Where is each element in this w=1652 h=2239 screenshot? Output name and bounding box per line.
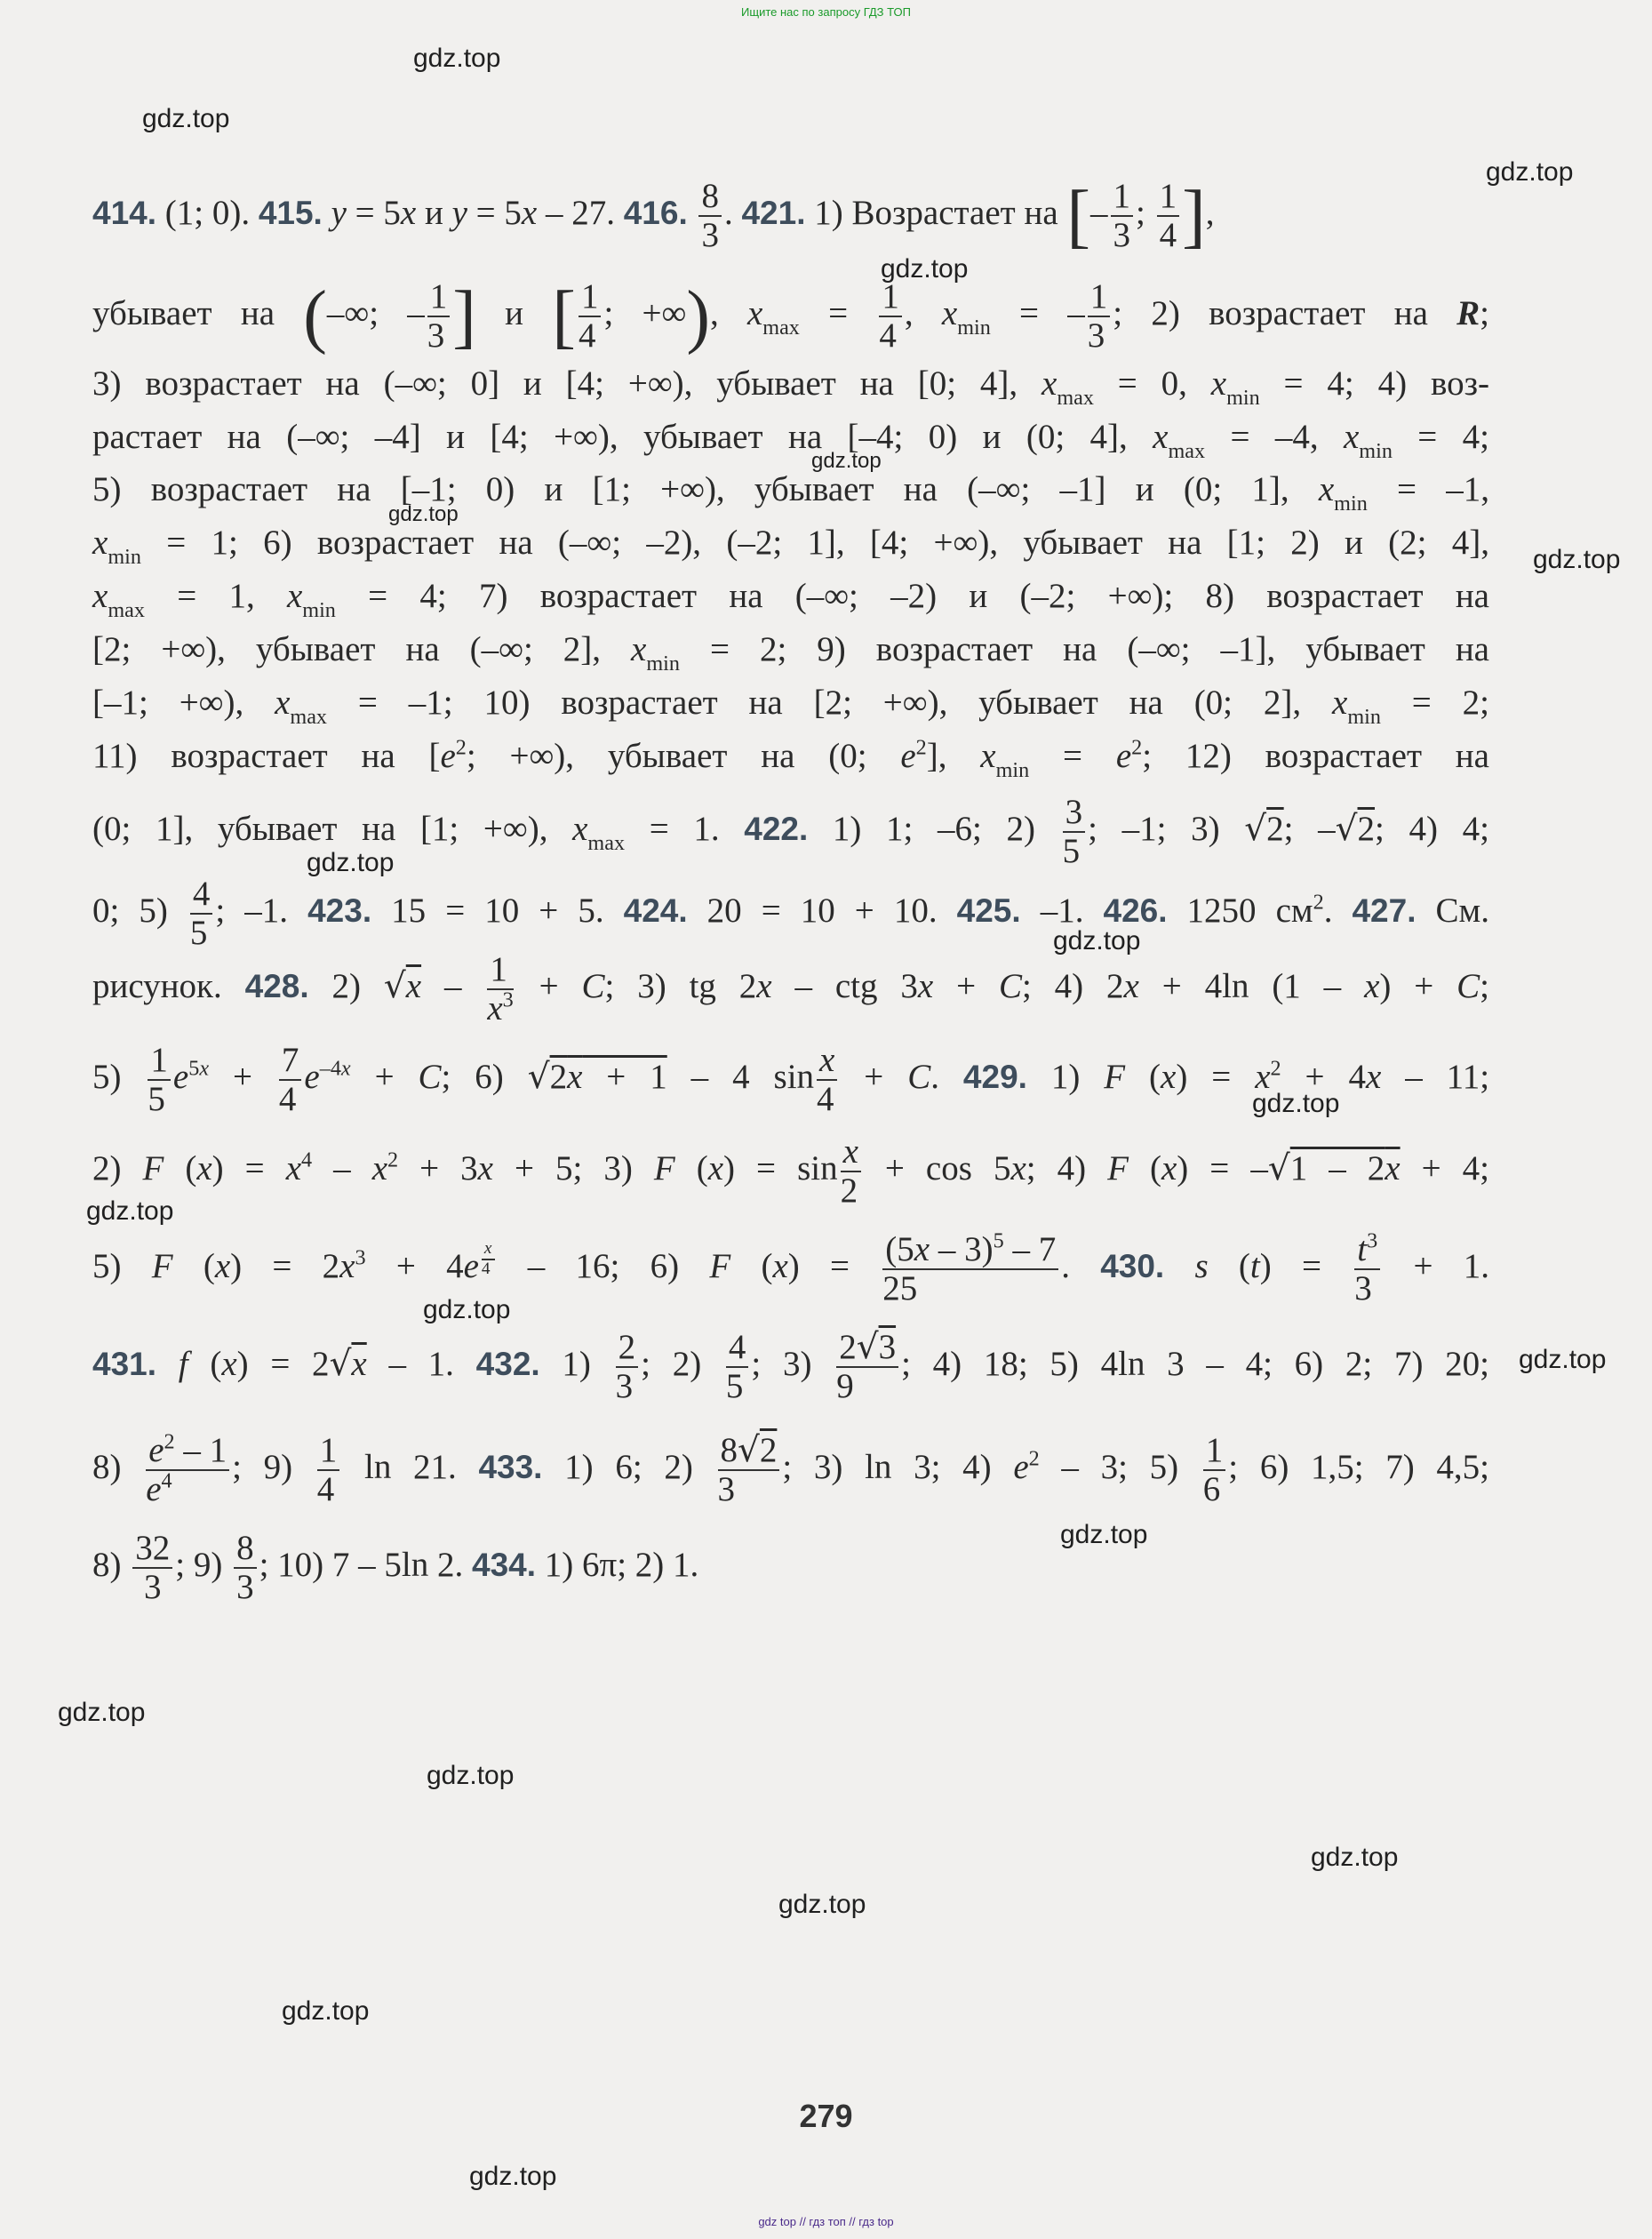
watermark: gdz.top	[811, 449, 882, 473]
answer-line-17: 431. f (x) = 2√x – 1. 432. 1) $\frac{2}{3}$ ; 2) $\frac{4}{5}$ ; 3) $\frac{2√3}{9}$ ; 4) 18; 5) 4ln 3 – 4; 6) 2; 7) 20;	[92, 1327, 1490, 1406]
problem-number: 433.	[478, 1449, 543, 1486]
problem-number: 426.	[1103, 892, 1168, 930]
watermark: gdz.top	[427, 1761, 515, 1790]
page-number: 279	[799, 2098, 853, 2134]
watermark: gdz.top	[142, 104, 230, 133]
answer-line-5: 5) возрастает на [–1; 0) и [1; +∞), убывает на (–∞; –1] и (0; 1], $x_{min} = -1$,	[92, 470, 1489, 516]
answer-line-18: 8) $\frac{e^2 - 1}{e^4}$ ; 9) $\frac{1}{4}$ ln 21. 433. 1) 6; 2) $\frac{8√2}{3}$ ; 3) ln 3; 4) $e^2 - 3$; 5) $\frac{1}{6}$ ; 6) 1,5; 7) 4,5;	[92, 1429, 1490, 1509]
watermark: gdz.top	[282, 1996, 370, 2026]
answer-line-14: 5) $\frac{1}{5}$ $e^{5x}$ + $\frac{7}{4}$ $e^{-4x} + C$; 6) √2x + 1 – 4 sin $\frac{x}{4}$ + C. 429. 1) F $(x) = x^2 + 4x - 11$;	[92, 1041, 1490, 1119]
problem-number: 414.	[92, 195, 157, 232]
answer-line-19: 8) $\frac{32}{3}$ ; 9) $\frac{8}{3}$ ; 10) 7 – 5ln 2. 434. 1) 6π; 2) 1.	[92, 1529, 699, 1607]
problem-number: 428.	[244, 968, 309, 1005]
problem-number: 427.	[1352, 892, 1417, 930]
answer-line-12: 0; 5) $\frac{4}{5}$ ; –1. 423. 15 = 10 + 5. 424. 20 = 10 + 10. 425. –1. 426. 1250 $см^2$. 427. См.	[92, 875, 1489, 953]
watermark: gdz.top	[1060, 1520, 1148, 1549]
watermark: gdz.top	[1486, 157, 1574, 187]
problem-number: 432.	[475, 1346, 540, 1383]
bottom-banner[interactable]: gdz top // гдз топ // гдз top	[758, 2215, 894, 2228]
answer-line-1: 414. (1; 0). 415. y = 5x и y = 5x – 27. 416. $\frac{8}{3}$ . 421. 1) Возрастает на [– $\frac{1}{3}$ ; $\frac{1}{4}$ ],	[92, 177, 1215, 256]
watermark: gdz.top	[1252, 1089, 1340, 1118]
answer-line-10: 11) возрастает на [$e^2$; +∞), убывает на (0; $e^2$], $x_{min} = e^2$; 12) возрастает на	[92, 735, 1489, 782]
problem-number: 425.	[956, 892, 1021, 930]
watermark: gdz.top	[1311, 1843, 1399, 1872]
answer-line-6: $x_{min} = 1$; 6) возрастает на (–∞; –2), (–2; 1], [4; +∞), убывает на [1; 2) и (2; 4],	[92, 524, 1489, 569]
problem-number: 421.	[741, 195, 806, 232]
answer-line-15: 2) F $(x) = x^4 - x^2 + 3x + 5$; 3) F (x) = sin $\frac{x}{2}$ + cos 5x; 4) F (x) = –√1 – 2x + 4;	[92, 1132, 1489, 1211]
answer-line-9: [–1; +∞), $x_{max} = -1$; 10) возрастает на [2; +∞), убывает на (0; 2], $x_{min} = 2$;	[92, 684, 1489, 729]
answer-line-7: $x_{max} = 1$, $x_{min} = 4$; 7) возрастает на (–∞; –2) и (–2; +∞); 8) возрастает на	[92, 577, 1489, 622]
problem-number: 430.	[1100, 1248, 1165, 1285]
watermark: gdz.top	[86, 1196, 174, 1226]
watermark: gdz.top	[881, 254, 969, 284]
answer-line-11: (0; 1], убывает на [1; +∞), $x_{max} = 1$. 422. 1) 1; –6; 2) $\frac{3}{5}$ ; –1; 3) √2; –√2; 4) 4;	[92, 793, 1489, 871]
answer-line-8: [2; +∞), убывает на (–∞; 2], $x_{min} = 2$; 9) возрастает на (–∞; –1], убывает на	[92, 630, 1489, 676]
watermark: gdz.top	[1053, 926, 1141, 956]
answer-line-13: рисунок. 428. 2) √x – $\frac{1}{x^3}$ + C; 3) tg 2x – ctg 3x + C; 4) 2x + 4ln (1 – x) + C;	[92, 950, 1489, 1028]
top-banner[interactable]: Ищите нас по запросу ГДЗ ТОП	[741, 5, 911, 19]
watermark: gdz.top	[413, 44, 501, 73]
problem-number: 434.	[472, 1547, 537, 1584]
problem-number: 431.	[92, 1346, 157, 1383]
watermark: gdz.top	[1519, 1345, 1607, 1374]
watermark: gdz.top	[778, 1890, 866, 1919]
answer-line-16: 5) F $(x) = 2x^3 + 4e$ $^{\frac{x}{4}}$ – 16; 6) F (x) = $\frac{(5x - 3)^5 - 7}{25}$ . 430. s (t) = $\frac{t^3}{3}$ + 1.	[92, 1228, 1489, 1308]
watermark: gdz.top	[469, 2162, 557, 2191]
problem-number: 429.	[962, 1059, 1027, 1096]
answer-line-3: 3) возрастает на (–∞; 0] и [4; +∞), убывает на [0; 4], $x_{max} = 0$, $x_{min} = 4$; 4) воз-	[92, 364, 1489, 410]
watermark: gdz.top	[307, 848, 395, 877]
watermark: gdz.top	[58, 1698, 146, 1727]
answer-line-4: растает на (–∞; –4] и [4; +∞), убывает на [–4; 0) и (0; 4], $x_{max} = -4$, $x_{min} = 4$;	[92, 418, 1489, 463]
problem-number: 424.	[623, 892, 688, 930]
answer-line-2: убывает на (–∞; – $\frac{1}{3}$ ] и [ $\frac{1}{4}$ ; +∞), $x_{max}$ = $\frac{1}{4}$ , $x_{min}$ = – $\frac{1}{3}$ ; 2) возрастает на R;	[92, 277, 1489, 356]
watermark: gdz.top	[388, 502, 459, 526]
problem-number: 422.	[744, 811, 809, 848]
problem-number: 423.	[307, 892, 372, 930]
watermark: gdz.top	[423, 1295, 511, 1324]
watermark: gdz.top	[1533, 545, 1621, 574]
problem-number: 416.	[623, 195, 688, 232]
problem-number: 415.	[258, 195, 323, 232]
